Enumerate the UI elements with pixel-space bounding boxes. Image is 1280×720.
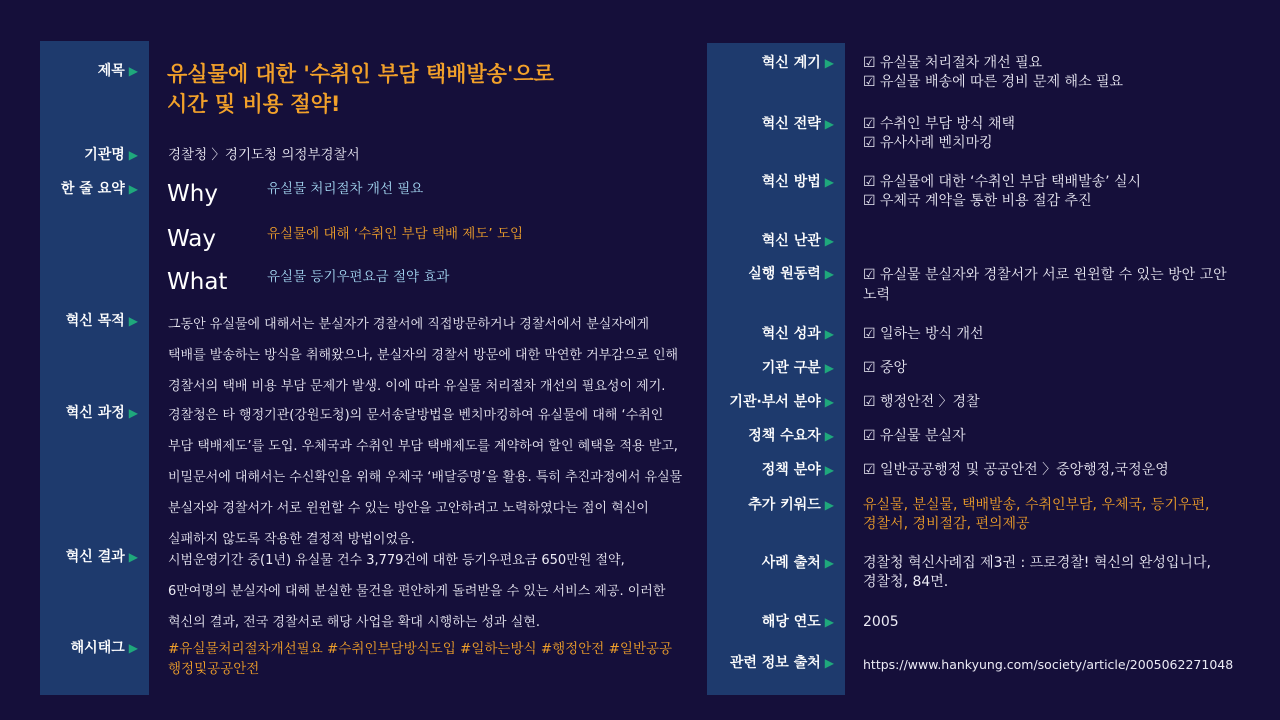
label-year: 해당 연도 ▶ <box>761 614 834 630</box>
checklist-item: ☑ 유실물 배송에 따른 경비 문제 해소 필요 <box>863 74 1124 90</box>
info-source-link[interactable]: https://www.hankyung.com/society/article/2005062271048 <box>863 657 1234 672</box>
triangle-right-icon: ▶ <box>128 64 138 78</box>
label-summary: 한 줄 요약 ▶ <box>60 181 138 197</box>
checklist-item: ☑ 우체국 계약을 통한 비용 절감 추진 <box>863 193 1092 209</box>
label-hashtag: 해시태그 ▶ <box>70 640 138 656</box>
demand-text: ☑ 유실물 분실자 <box>863 428 966 444</box>
field-text: ☑ 행정안전 〉경찰 <box>863 394 980 410</box>
process-line: 경찰청은 타 행정기관(강원도청)의 문서송달방법을 벤치마킹하여 유실물에 대해 ‘수취인 <box>168 408 664 423</box>
triangle-right-icon: ▶ <box>824 656 834 670</box>
keywords-line: 경찰서, 경비절감, 편의제공 <box>863 516 1030 532</box>
page-title <box>167 59 554 119</box>
org-type-text: ☑ 중앙 <box>863 360 908 376</box>
source-text <box>863 554 1211 592</box>
label-strategy: 혁신 전략 ▶ <box>761 116 834 132</box>
checklist-item: ☑ 유사사례 벤치마킹 <box>863 135 993 151</box>
summary-why-text: 유실물 처리절차 개선 필요 <box>267 181 424 197</box>
purpose-line: 그동안 유실물에 대해서는 분실자가 경찰서에 직접방문하거나 경찰서에서 분실자에게 <box>168 317 650 332</box>
label-purpose: 혁신 목적 ▶ <box>65 313 138 329</box>
checklist-item: ☑ 수취인 부담 방식 채택 <box>863 116 1016 132</box>
keywords-line: 유실물, 분실물, 택배발송, 수취인부담, 우체국, 등기우편, <box>863 497 1210 513</box>
process-paragraph <box>168 400 682 555</box>
result-line: 시범운영기간 중(1년) 유실물 건수 3,779건에 대한 등기우편요금 650만원 절약, <box>168 553 625 568</box>
checklist-item: ☑ 유실물 분실자와 경찰서가 서로 윈윈할 수 있는 방안 고안 <box>863 267 1227 283</box>
purpose-paragraph <box>168 309 678 402</box>
title-line: 유실물에 대한 '수취인 부담 택배발송'으로 <box>167 62 554 86</box>
summary-way-key: Way <box>167 226 216 252</box>
title-line: 시간 및 비용 절약! <box>167 92 341 116</box>
triangle-right-icon: ▶ <box>128 641 138 655</box>
label-keywords: 추가 키워드 ▶ <box>748 497 834 513</box>
triangle-right-icon: ▶ <box>128 406 138 420</box>
triangle-right-icon: ▶ <box>824 327 834 341</box>
triangle-right-icon: ▶ <box>128 182 138 196</box>
trigger-list <box>863 54 1123 92</box>
triangle-right-icon: ▶ <box>824 117 834 131</box>
hashtag-line: 행정및공공안전 <box>168 661 260 677</box>
process-line: 비밀문서에 대해서는 수신확인을 위해 우체국 ‘배달증명’을 활용. 특히 추진과정에서 유실물 <box>168 470 683 485</box>
source-line: 경찰청 혁신사례집 제3권 : 프로경찰! 혁신의 완성입니다, <box>863 555 1211 571</box>
label-difficulty: 혁신 난관 ▶ <box>761 233 834 249</box>
result-line: 혁신의 결과, 전국 경찰서로 해당 사업을 확대 시행하는 성과 실현. <box>168 615 540 630</box>
label-demand: 정책 수요자 ▶ <box>748 428 834 444</box>
label-result: 혁신 결과 ▶ <box>65 549 138 565</box>
checklist-item: 노력 <box>863 287 891 303</box>
keywords-text <box>863 496 1209 534</box>
method-list <box>863 173 1141 211</box>
agency-text: 경찰청 〉경기도청 의정부경찰서 <box>168 147 360 163</box>
purpose-line: 경찰서의 택배 비용 부담 문제가 발생. 이에 따라 유실물 처리절차 개선의 필요성이 제기. <box>168 379 666 394</box>
label-trigger: 혁신 계기 ▶ <box>761 55 834 71</box>
policy-text: ☑ 일반공공행정 및 공공안전 〉중앙행정,국정운영 <box>863 462 1169 478</box>
triangle-right-icon: ▶ <box>824 234 834 248</box>
result-line: 6만여명의 분실자에 대해 분실한 물건을 편안하게 돌려받을 수 있는 서비스 제공. 이러한 <box>168 584 666 599</box>
triangle-right-icon: ▶ <box>824 615 834 629</box>
source-line: 경찰청, 84면. <box>863 574 949 590</box>
driver-list <box>863 265 1227 305</box>
triangle-right-icon: ▶ <box>824 556 834 570</box>
process-line: 부담 택배제도’를 도입. 우체국과 수취인 부담 택배제도를 계약하여 할인 혜택을 적용 받고, <box>168 439 678 454</box>
label-method: 혁신 방법 ▶ <box>761 174 834 190</box>
hashtags <box>168 639 672 679</box>
label-org-type: 기관 구분 ▶ <box>761 360 834 376</box>
triangle-right-icon: ▶ <box>128 550 138 564</box>
triangle-right-icon: ▶ <box>824 395 834 409</box>
triangle-right-icon: ▶ <box>824 463 834 477</box>
process-line: 분실자와 경찰서가 서로 윈윈할 수 있는 방안을 고안하려고 노력하였다는 점이 혁신이 <box>168 501 649 516</box>
checklist-item: ☑ 유실물에 대한 ‘수취인 부담 택배발송’ 실시 <box>863 174 1142 190</box>
triangle-right-icon: ▶ <box>128 314 138 328</box>
triangle-right-icon: ▶ <box>824 429 834 443</box>
summary-what-text: 유실물 등기우편요금 절약 효과 <box>267 269 450 285</box>
hashtag-line: #유실물처리절차개선필요 #수취인부담방식도입 #일하는방식 #행정안전 #일반공공 <box>168 641 673 657</box>
result-paragraph <box>168 545 665 638</box>
triangle-right-icon: ▶ <box>824 267 834 281</box>
outcome-text: ☑ 일하는 방식 개선 <box>863 326 984 342</box>
label-driver: 실행 원동력 ▶ <box>748 266 834 282</box>
strategy-list <box>863 115 1015 153</box>
left-label-column <box>40 41 149 695</box>
year-text: 2005 <box>863 614 899 630</box>
summary-way-text: 유실물에 대해 ‘수취인 부담 택배 제도’ 도입 <box>267 226 524 242</box>
process-line: 실패하지 않도록 작용한 결정적 방법이었음. <box>168 532 415 547</box>
checklist-item: ☑ 유실물 처리절차 개선 필요 <box>863 55 1043 71</box>
triangle-right-icon: ▶ <box>824 175 834 189</box>
label-policy: 정책 분야 ▶ <box>761 462 834 478</box>
summary-what-key: What <box>167 269 228 295</box>
triangle-right-icon: ▶ <box>824 361 834 375</box>
label-field: 기관·부서 분야 ▶ <box>729 394 834 410</box>
label-info-source: 관련 정보 출처 ▶ <box>729 655 834 671</box>
label-title: 제목 ▶ <box>97 63 138 79</box>
label-source: 사례 출처 ▶ <box>761 555 834 571</box>
triangle-right-icon: ▶ <box>128 148 138 162</box>
label-outcome: 혁신 성과 ▶ <box>761 326 834 342</box>
triangle-right-icon: ▶ <box>824 56 834 70</box>
summary-why-key: Why <box>167 181 218 207</box>
label-process: 혁신 과정 ▶ <box>65 405 138 421</box>
label-agency: 기관명 ▶ <box>84 147 138 163</box>
purpose-line: 택배를 발송하는 방식을 취해왔으나, 분실자의 경찰서 방문에 대한 막연한 거부감으로 인해 <box>168 348 679 363</box>
triangle-right-icon: ▶ <box>824 498 834 512</box>
